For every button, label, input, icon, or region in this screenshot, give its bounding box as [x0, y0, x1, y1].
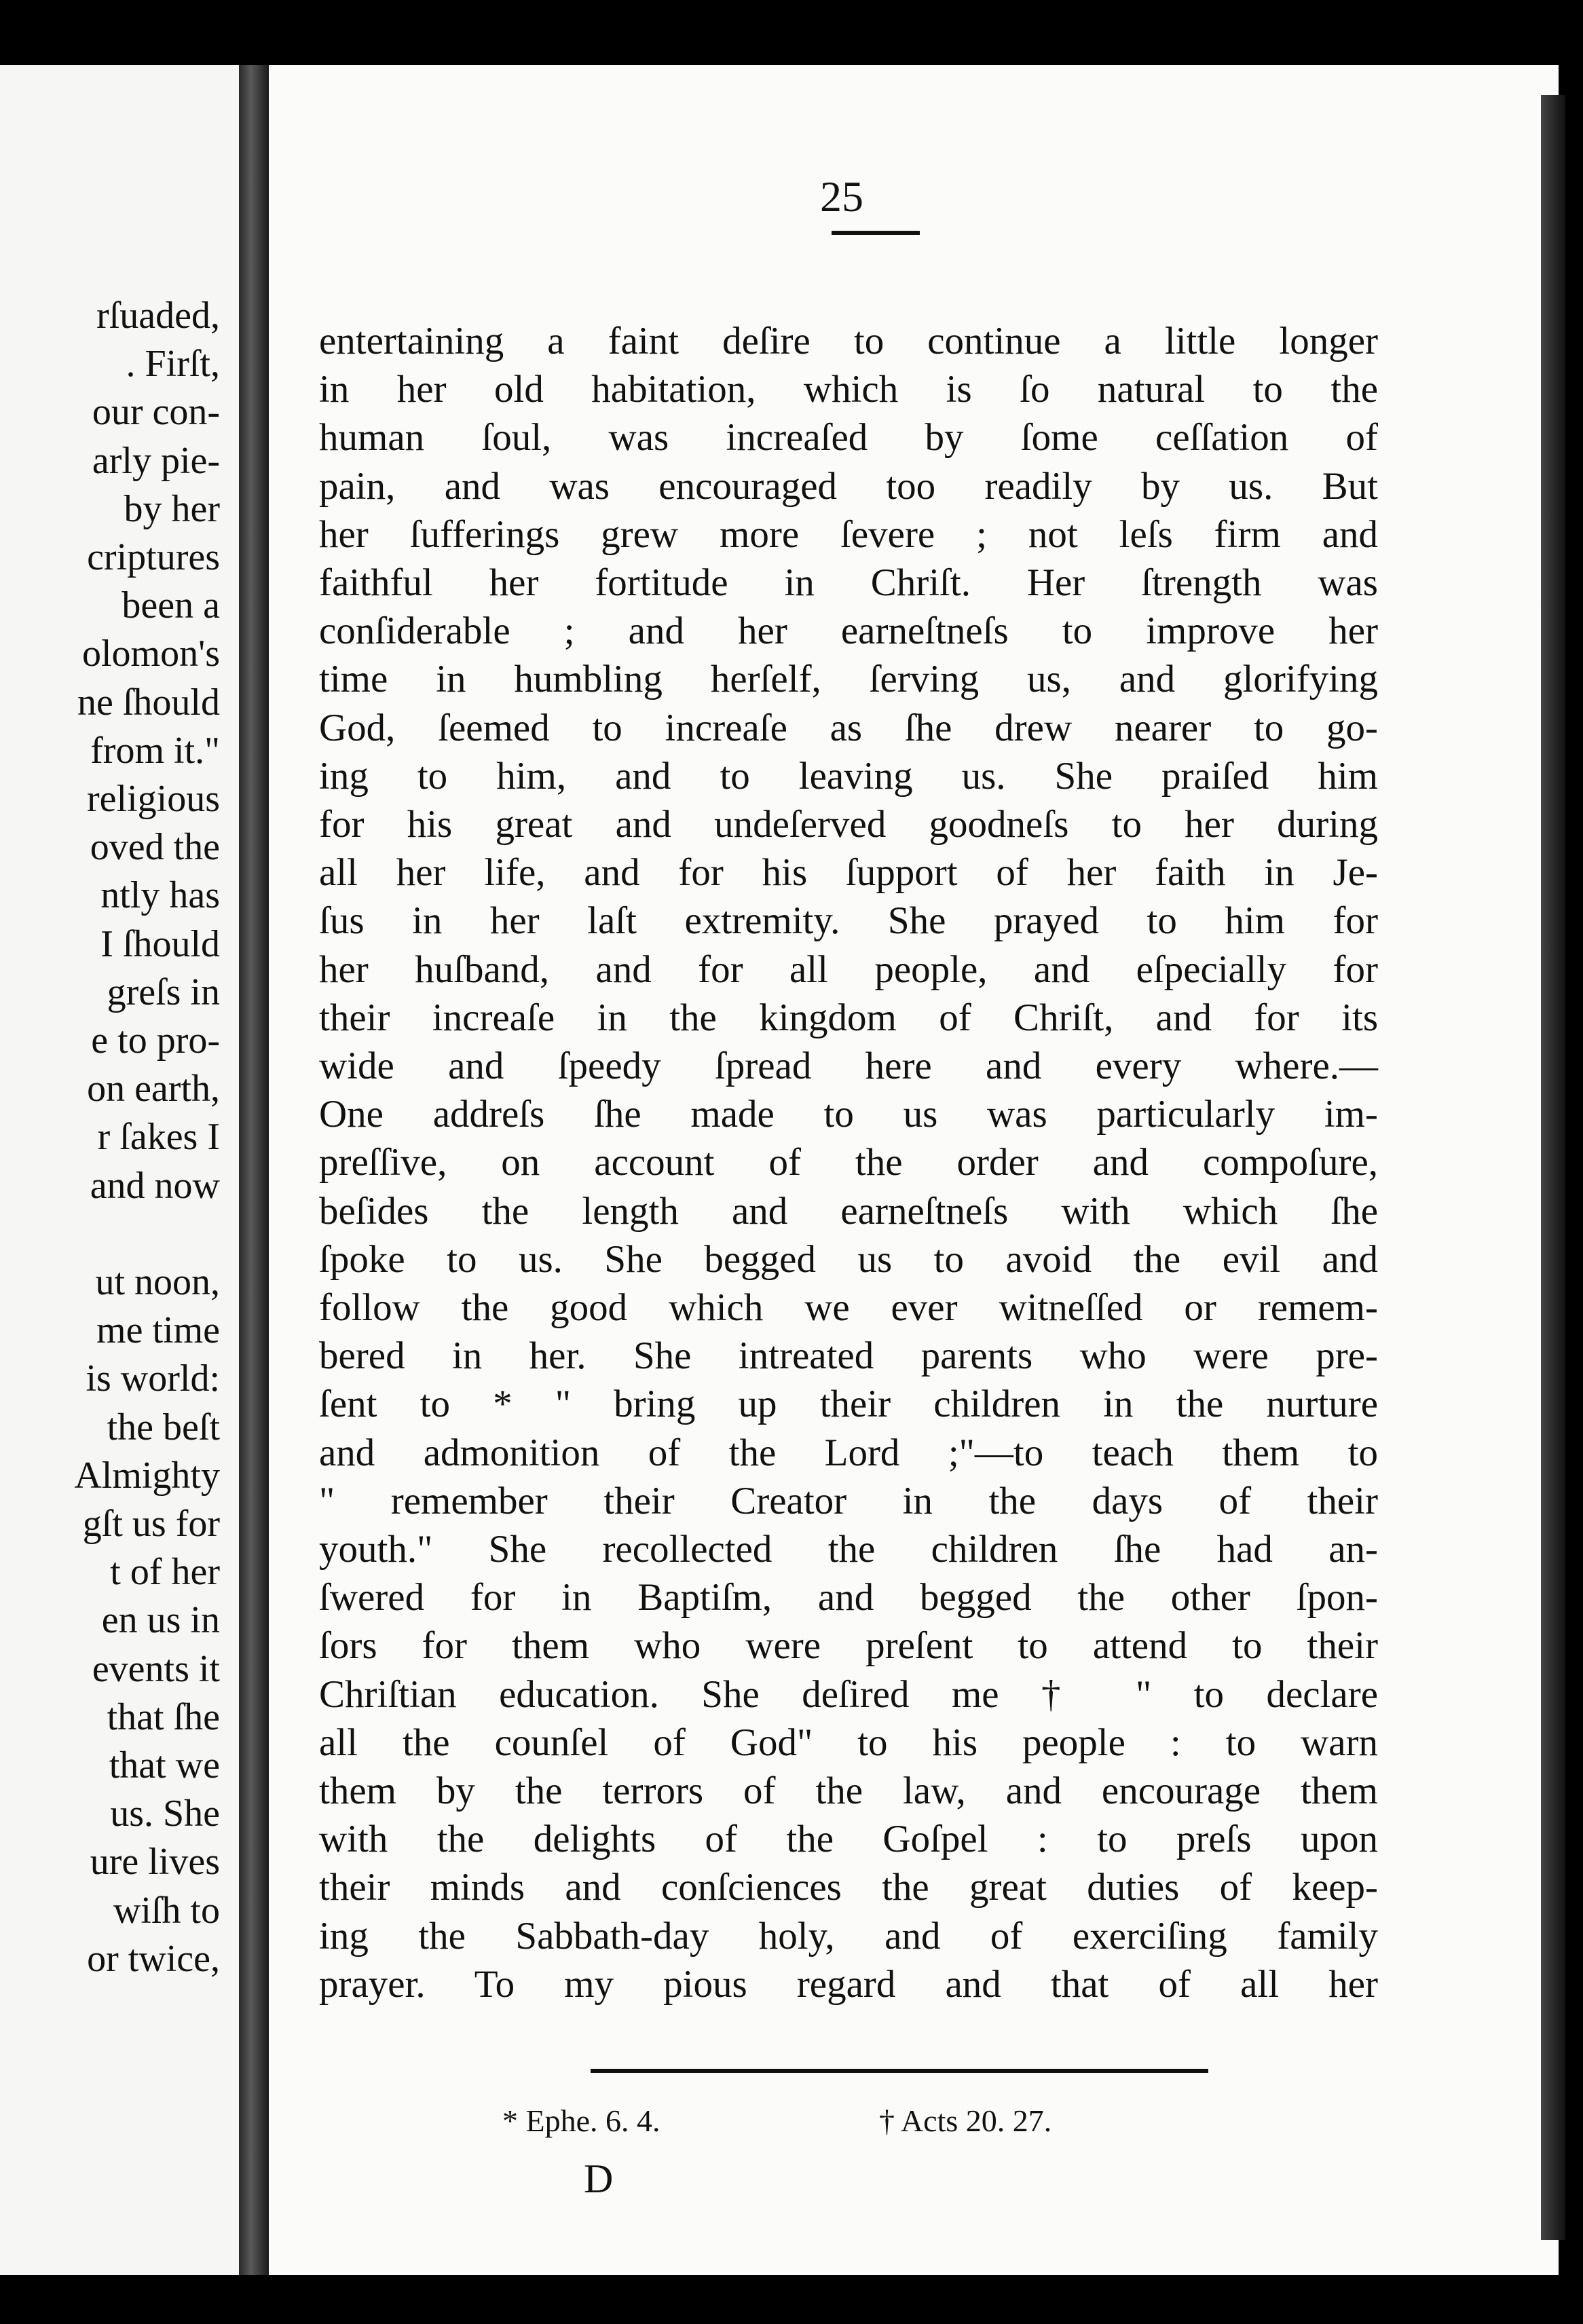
body-text-line: in her old habitation, which is ſo natural to the: [319, 368, 1378, 411]
body-text-line: beſides the length and earneſtneſs with which ſhe: [319, 1189, 1378, 1233]
left-page-fragment: I ſhould: [100, 922, 220, 965]
body-text-line: with the delights of the Goſpel : to preſs upon: [319, 1818, 1378, 1861]
left-page-fragment: religious: [87, 778, 220, 820]
body-text-line: human ſoul, was increaſed by ſome ceſſation of: [319, 416, 1378, 460]
body-text-line: " remember their Creator in the days of their: [319, 1479, 1378, 1522]
body-text-line: conſiderable ; and her earneſtneſs to improve her: [319, 610, 1378, 653]
left-page-fragment: greſs in: [107, 971, 220, 1013]
body-text-line: her ſufferings grew more ſevere ; not leſs firm and: [319, 512, 1378, 556]
body-text-line: ſwered for in Baptiſm, and begged the other ſpon-: [319, 1576, 1378, 1619]
page-number: 25: [820, 172, 863, 221]
signature-mark: D: [584, 2156, 614, 2201]
body-text-line: faithful her fortitude in Chriſt. Her ſtrength was: [319, 561, 1378, 604]
body-text-line: wide and ſpeedy ſpread here and every where.—: [319, 1045, 1378, 1087]
left-page-fragment: or twice,: [87, 1937, 220, 1980]
book-gutter: [239, 65, 269, 2275]
left-page-fragment: ure lives: [90, 1841, 220, 1883]
body-text-line: all the counſel of God" to his people : to warn: [319, 1721, 1378, 1764]
footnote-ephesians: * Ephe. 6. 4.: [502, 2103, 660, 2138]
left-page-fragment: ut noon,: [95, 1261, 220, 1303]
left-page-fragment: criptures: [87, 536, 220, 578]
body-text-line: for his great and undeſerved goodneſs to her during: [319, 803, 1378, 846]
left-page-fragment: events it: [92, 1647, 220, 1690]
body-text-line: and admonition of the Lord ;"—to teach them to: [319, 1431, 1378, 1474]
left-page-fragment: me time: [96, 1309, 220, 1352]
left-page-fragment: rſuaded,: [96, 295, 220, 337]
body-text-line: her huſband, and for all people, and eſpecially for: [319, 948, 1378, 991]
left-page-fragment: from it.": [90, 729, 220, 772]
left-page-fragment: . Firſt,: [126, 343, 220, 386]
left-page-fragment: ntly has: [100, 874, 220, 917]
body-text-line: entertaining a faint deſire to continue a little longer: [319, 320, 1378, 362]
left-page-fragment: that ſhe: [107, 1695, 220, 1738]
left-page-fragment: been a: [122, 584, 220, 627]
body-text-line: ſors for them who were preſent to attend to their: [319, 1624, 1378, 1668]
left-page-fragment: that we: [109, 1744, 220, 1786]
left-page-fragment: e to pro-: [91, 1019, 220, 1062]
left-page-fragment: the beſt: [107, 1406, 220, 1448]
left-page-fragment: olomon's: [82, 633, 220, 675]
body-text-line: God, ſeemed to increaſe as ſhe drew nearer to go-: [319, 706, 1378, 749]
left-page-fragment: is world:: [86, 1357, 220, 1400]
footnote-rule: [591, 2069, 1208, 2073]
body-text-line: their increaſe in the kingdom of Chriſt, and for its: [319, 996, 1378, 1039]
left-page-fragment: Almighty: [74, 1454, 220, 1497]
body-text-line: time in humbling herſelf, ſerving us, and glorifying: [319, 658, 1378, 701]
left-page-fragment: us. She: [110, 1793, 220, 1835]
page-number-rule: [832, 231, 920, 235]
left-page-fragment: wiſh to: [113, 1889, 220, 1932]
left-page-fragment: arly pie-: [92, 439, 220, 482]
left-page-fragment: en us in: [101, 1599, 220, 1642]
left-page-fragment: on earth,: [87, 1068, 220, 1110]
body-text-line: their minds and conſciences the great duties of keep-: [319, 1866, 1378, 1909]
left-page-fragment: gſt us for: [82, 1503, 220, 1545]
body-text-line: ſpoke to us. She begged us to avoid the evil and: [319, 1237, 1378, 1281]
body-text-line: follow the good which we ever witneſſed or remem-: [319, 1286, 1378, 1329]
body-text-line: all her life, and for his ſupport of her faith in Je-: [319, 851, 1378, 895]
body-text-line: ing the Sabbath-day holy, and of exerciſing family: [319, 1914, 1378, 1957]
page-edge: [1541, 95, 1565, 2240]
body-text-line: ſent to * " bring up their children in the nurture: [319, 1383, 1378, 1426]
left-page-fragment: ne ſhould: [77, 681, 220, 724]
left-page-fragment: by her: [124, 487, 220, 530]
body-text-line: youth." She recollected the children ſhe had an-: [319, 1528, 1378, 1571]
body-text-line: bered in her. She intreated parents who were pre-: [319, 1334, 1378, 1378]
left-page-fragment: our con-: [92, 391, 220, 434]
left-page-fragment: oved the: [90, 826, 220, 869]
left-page-fragment: t of her: [110, 1551, 220, 1594]
body-text-line: One addreſs ſhe made to us was particularly im-: [319, 1093, 1378, 1136]
body-text-line: Chriſtian education. She deſired me † " to declare: [319, 1672, 1378, 1716]
footnote-acts: † Acts 20. 27.: [879, 2103, 1052, 2138]
body-text-line: them by the terrors of the law, and encourage them: [319, 1769, 1378, 1812]
left-page-fragment: and now: [90, 1164, 220, 1207]
body-text-line: prayer. To my pious regard and that of all her: [319, 1962, 1378, 2006]
left-page-fragment: r ſakes I: [97, 1116, 220, 1159]
body-text-line: preſſive, on account of the order and compoſure,: [319, 1141, 1378, 1184]
body-text-line: ſus in her laſt extremity. She prayed to him for: [319, 899, 1378, 943]
body-text-line: ing to him, and to leaving us. She praiſed him: [319, 754, 1378, 798]
left-page: [0, 65, 239, 2275]
body-text-line: pain, and was encouraged too readily by us. But: [319, 464, 1378, 508]
